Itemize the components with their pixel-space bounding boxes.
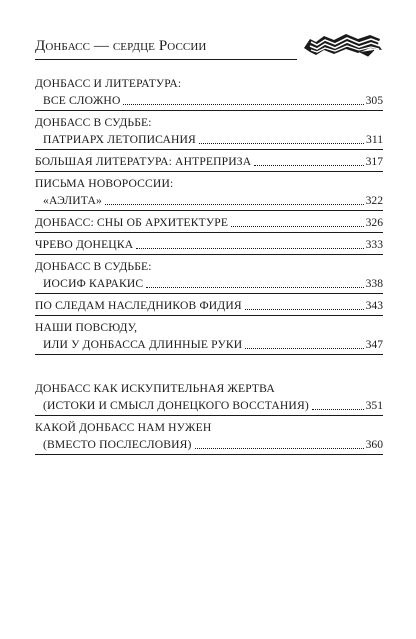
toc-entry-line <box>35 397 383 414</box>
toc-entry-title: ПАТРИАРХ ЛЕТОПИСАНИЯ <box>43 133 196 146</box>
toc-entry-line <box>35 298 383 314</box>
toc-entry-line <box>35 92 383 109</box>
toc-entry-rule <box>35 110 383 111</box>
toc-entry-title: ВСЕ СЛОЖНО <box>43 94 121 107</box>
toc-entry-rule <box>35 315 383 316</box>
running-head-title: Донбасс — сердце России <box>35 38 207 54</box>
toc-page-number: 305 <box>365 94 383 107</box>
toc-entry-title: ДОНБАСС КАК ИСКУПИТЕЛЬНАЯ ЖЕРТВА <box>35 382 275 395</box>
toc-leader-dots <box>195 447 364 449</box>
st-george-ribbon-icon <box>300 30 383 58</box>
toc-leader-dots <box>199 142 364 144</box>
toc-entry-title: НАШИ ПОВСЮДУ, <box>35 321 138 334</box>
toc-entry-line <box>35 131 383 148</box>
toc-entry-line <box>35 192 383 209</box>
toc-entry-line <box>35 420 383 436</box>
toc-entry <box>35 320 383 355</box>
toc-leader-dots <box>245 308 364 310</box>
toc-entry-rule <box>35 254 383 255</box>
toc-entry <box>35 381 383 416</box>
toc-page-number: 326 <box>365 216 383 229</box>
toc-entry <box>35 176 383 211</box>
toc-leader-dots <box>245 347 363 349</box>
toc-entry <box>35 420 383 455</box>
toc-entry-title: ДОНБАСС: СНЫ ОБ АРХИТЕКТУРЕ <box>35 216 229 229</box>
toc-entry-title: БОЛЬШАЯ ЛИТЕРАТУРА: АНТРЕПРИЗА <box>35 155 252 168</box>
toc-page-number: 338 <box>365 277 383 290</box>
toc-entry <box>35 215 383 233</box>
toc-entry-title: (ВМЕСТО ПОСЛЕСЛОВИЯ) <box>43 438 192 451</box>
toc-entry-line <box>35 336 383 353</box>
table-of-contents <box>35 76 383 459</box>
toc-page-number: 317 <box>365 155 383 168</box>
toc-page-number: 333 <box>365 238 383 251</box>
toc-entry-title: ИЛИ У ДОНБАССА ДЛИННЫЕ РУКИ <box>43 338 243 351</box>
toc-group-gap <box>35 359 383 381</box>
toc-page-number: 343 <box>365 299 383 312</box>
toc-entry <box>35 259 383 294</box>
running-head <box>35 35 297 60</box>
toc-entry-title: ДОНБАСС В СУДЬБЕ: <box>35 116 152 129</box>
toc-entry-line <box>35 115 383 131</box>
toc-entry <box>35 298 383 316</box>
toc-entry-line <box>35 76 383 92</box>
toc-page-number: 322 <box>365 194 383 207</box>
toc-leader-dots <box>146 286 363 288</box>
toc-entry-rule <box>35 232 383 233</box>
toc-entry-line <box>35 215 383 231</box>
toc-entry-line <box>35 259 383 275</box>
toc-page-number: 360 <box>365 438 383 451</box>
toc-entry-title: ДОНБАСС В СУДЬБЕ: <box>35 260 152 273</box>
toc-entry-title: ИОСИФ КАРАКИС <box>43 277 144 290</box>
toc-entry-line <box>35 436 383 453</box>
toc-entry <box>35 115 383 150</box>
toc-entry-rule <box>35 454 383 455</box>
toc-page-number: 311 <box>366 133 383 146</box>
toc-group-1 <box>35 76 383 355</box>
toc-entry-line <box>35 275 383 292</box>
toc-leader-dots <box>231 225 364 227</box>
toc-entry-title: ЧРЕВО ДОНЕЦКА <box>35 238 134 251</box>
toc-page-number: 347 <box>365 338 383 351</box>
toc-entry-title: КАКОЙ ДОНБАСС НАМ НУЖЕН <box>35 421 212 434</box>
toc-entry-title: «АЭЛИТА» <box>43 194 102 207</box>
toc-entry <box>35 154 383 172</box>
toc-entry-rule <box>35 415 383 416</box>
toc-entry-line <box>35 176 383 192</box>
toc-entry-line <box>35 154 383 170</box>
toc-entry-rule <box>35 293 383 294</box>
toc-entry <box>35 76 383 111</box>
toc-leader-dots <box>123 103 363 105</box>
toc-leader-dots <box>254 164 363 166</box>
toc-entry-rule <box>35 354 383 355</box>
toc-leader-dots <box>105 203 364 205</box>
toc-group-2 <box>35 381 383 455</box>
toc-entry-title: ДОНБАСС И ЛИТЕРАТУРА: <box>35 77 182 90</box>
toc-entry-title: ПИСЬМА НОВОРОССИИ: <box>35 177 174 190</box>
toc-leader-dots <box>136 247 363 249</box>
toc-entry-rule <box>35 210 383 211</box>
toc-entry-line <box>35 237 383 253</box>
toc-entry-title: (ИСТОКИ И СМЫСЛ ДОНЕЦКОГО ВОССТАНИЯ) <box>43 399 309 412</box>
toc-page-number: 351 <box>365 399 383 412</box>
toc-entry-line <box>35 381 383 397</box>
toc-entry-rule <box>35 171 383 172</box>
toc-entry-title: ПО СЛЕДАМ НАСЛЕДНИКОВ ФИДИЯ <box>35 299 242 312</box>
toc-entry-line <box>35 320 383 336</box>
toc-entry <box>35 237 383 255</box>
toc-leader-dots <box>312 408 364 410</box>
toc-entry-rule <box>35 149 383 150</box>
